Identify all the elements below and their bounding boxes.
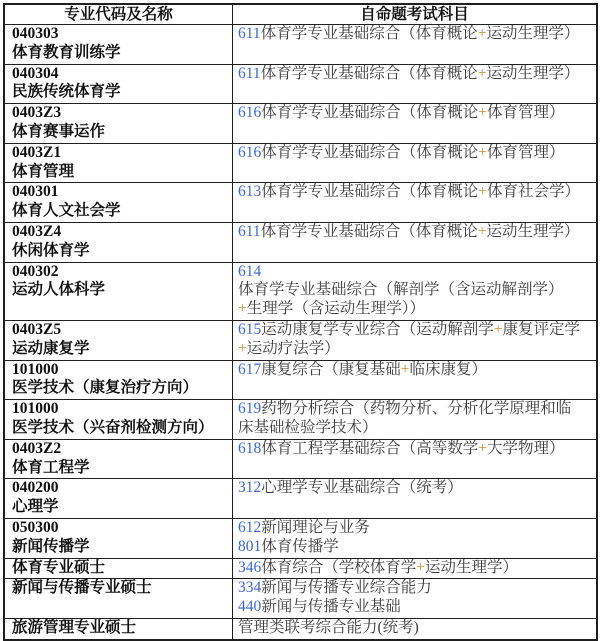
major-cell — [4, 360, 233, 400]
major-cell — [4, 64, 233, 104]
table-row — [4, 64, 597, 104]
table-row — [4, 579, 597, 619]
table-row — [4, 320, 597, 360]
subjects-cell — [233, 400, 598, 440]
major-name: 体育教育训练学 — [12, 43, 121, 61]
subject-line: 618体育工程学基础综合（高等数学+大学物理） — [238, 439, 565, 457]
plus-separator: + — [416, 558, 426, 576]
subjects-cell — [233, 222, 598, 262]
table-row — [4, 360, 597, 400]
subject-code-number: 611 — [238, 64, 261, 82]
major-cell — [4, 104, 233, 144]
major-code: 0403Z1 — [12, 143, 62, 161]
major-cell — [4, 262, 233, 320]
major-cell — [4, 400, 233, 440]
major-name: 休闲体育学 — [12, 241, 90, 259]
table-row — [4, 558, 597, 579]
major-code: 0403Z5 — [12, 320, 62, 338]
major-cell — [4, 618, 233, 639]
subject-line: 616体育学专业基础综合（体育概论+体育管理） — [238, 143, 565, 161]
table-body — [4, 25, 597, 640]
plus-separator: + — [478, 143, 488, 161]
subject-code-number: 611 — [238, 25, 261, 42]
column-header-major-code-name: 专业代码及名称 — [4, 4, 233, 25]
major-code: 040304 — [12, 64, 59, 82]
subject-line: 611体育学专业基础综合（体育概论+运动生理学） — [238, 222, 580, 240]
subject-code-number: 334 — [238, 579, 262, 597]
major-cell — [4, 518, 233, 558]
subject-code-number: 440 — [238, 598, 262, 616]
major-name: 体育赛事运作 — [12, 122, 106, 140]
subject-code-number: 346 — [238, 558, 262, 576]
plus-separator: + — [478, 104, 488, 122]
subjects-cell — [233, 25, 598, 65]
subject-line: 619药物分析综合（药物分析、分析化学原理和临床基础检验学技术） — [238, 400, 572, 436]
table-row — [4, 104, 597, 144]
subjects-cell — [233, 104, 598, 144]
major-name: 旅游管理专业硕士 — [12, 618, 137, 636]
subjects-cell — [233, 558, 598, 579]
major-cell — [4, 439, 233, 479]
major-name: 体育工程学 — [12, 458, 90, 476]
subject-code-number: 611 — [238, 222, 261, 240]
major-cell — [4, 579, 233, 619]
table-row — [4, 222, 597, 262]
subject-line: 801体育传播学 — [238, 537, 339, 555]
major-cell — [4, 320, 233, 360]
subject-line: 614体育学专业基础综合（解剖学（含运动解剖学）+生理学（含运动生理学）） — [238, 262, 564, 318]
subject-code-number: 312 — [238, 479, 262, 497]
major-code: 040200 — [12, 479, 59, 497]
subjects-cell — [233, 439, 598, 479]
subjects-cell — [233, 618, 598, 639]
major-name: 运动人体科学 — [12, 281, 106, 299]
major-name: 新闻与传播专业硕士 — [12, 579, 152, 597]
table-row — [4, 183, 597, 223]
subject-code-number: 612 — [238, 518, 262, 536]
subject-code-number: 616 — [238, 143, 262, 161]
plus-separator: + — [238, 339, 247, 357]
subject-line: 612新闻理论与业务 — [238, 518, 370, 536]
plus-separator: + — [493, 320, 503, 338]
major-code: 0403Z3 — [12, 104, 62, 122]
plus-separator: + — [477, 222, 487, 240]
subject-line: 611体育学专业基础综合（体育概论+运动生理学） — [238, 64, 580, 82]
subject-line: 616体育学专业基础综合（体育概论+体育管理） — [238, 104, 565, 122]
major-name: 体育人文社会学 — [12, 202, 121, 220]
subjects-cell — [233, 579, 598, 619]
major-name: 民族传统体育学 — [12, 83, 121, 101]
major-cell — [4, 25, 233, 65]
major-name: 医学技术（康复治疗方向） — [12, 379, 199, 397]
subjects-cell — [233, 64, 598, 104]
plus-separator: + — [478, 439, 488, 457]
major-name: 体育管理 — [12, 162, 75, 180]
subjects-cell — [233, 518, 598, 558]
major-cell — [4, 479, 233, 519]
major-cell — [4, 558, 233, 579]
subjects-cell — [233, 143, 598, 183]
subject-line: 611体育学专业基础综合（体育概论+运动生理学） — [238, 25, 580, 42]
table-row — [4, 143, 597, 183]
subject-line: 615运动康复学专业综合（运动解剖学+康复评定学+运动疗法学） — [238, 320, 581, 357]
major-code: 0403Z2 — [12, 439, 62, 457]
subjects-cell — [233, 320, 598, 360]
table-row — [4, 439, 597, 479]
exam-subjects-table — [3, 3, 598, 641]
subject-code-number: 615 — [238, 320, 262, 338]
subject-code-number: 613 — [238, 183, 262, 201]
subject-line: 312心理学专业基础综合（统考） — [238, 479, 463, 497]
table-row — [4, 618, 597, 639]
major-cell — [4, 183, 233, 223]
subject-code-number: 618 — [238, 439, 262, 457]
major-code: 040302 — [12, 262, 59, 280]
subject-code-number: 619 — [238, 400, 262, 418]
subject-line: 346体育综合（学校体育学+运动生理学） — [238, 558, 519, 576]
major-name: 心理学 — [12, 498, 59, 516]
table-row — [4, 479, 597, 519]
subject-code-number: 614 — [238, 262, 262, 280]
major-name: 体育专业硕士 — [12, 558, 106, 576]
plus-separator: + — [477, 64, 487, 82]
table-row — [4, 518, 597, 558]
table-header — [4, 4, 597, 25]
subjects-cell — [233, 360, 598, 400]
subject-line: 管理类联考综合能力(统考) — [238, 618, 419, 636]
plus-separator: + — [238, 300, 247, 318]
major-code: 101000 — [12, 360, 59, 378]
subject-line: 613体育学专业基础综合（体育概论+体育社会学） — [238, 183, 581, 201]
subject-line: 440新闻与传播专业基础 — [238, 598, 401, 616]
major-code: 040301 — [12, 183, 59, 201]
major-cell — [4, 143, 233, 183]
major-cell — [4, 222, 233, 262]
subject-code-number: 617 — [238, 360, 262, 378]
subjects-cell — [233, 183, 598, 223]
subjects-cell — [233, 479, 598, 519]
subject-code-number: 801 — [238, 537, 262, 555]
plus-separator: + — [478, 183, 488, 201]
subject-line: 617康复综合（康复基础+临床康复） — [238, 360, 488, 378]
major-code: 050300 — [12, 518, 59, 536]
header-row — [4, 4, 597, 25]
major-name: 新闻传播学 — [12, 537, 90, 555]
table-row — [4, 25, 597, 65]
column-header-exam-subjects: 自命题考试科目 — [233, 4, 598, 25]
subjects-cell — [233, 262, 598, 320]
major-name: 医学技术（兴奋剂检测方向） — [12, 418, 214, 436]
plus-separator: + — [477, 25, 487, 42]
major-code: 040303 — [12, 25, 59, 42]
plus-separator: + — [400, 360, 410, 378]
subject-code-number: 616 — [238, 104, 262, 122]
major-name: 运动康复学 — [12, 339, 90, 357]
table-row — [4, 400, 597, 440]
major-code: 101000 — [12, 400, 59, 418]
subject-line: 334新闻与传播专业综合能力 — [238, 579, 432, 597]
major-code: 0403Z4 — [12, 222, 62, 240]
table-row — [4, 262, 597, 320]
